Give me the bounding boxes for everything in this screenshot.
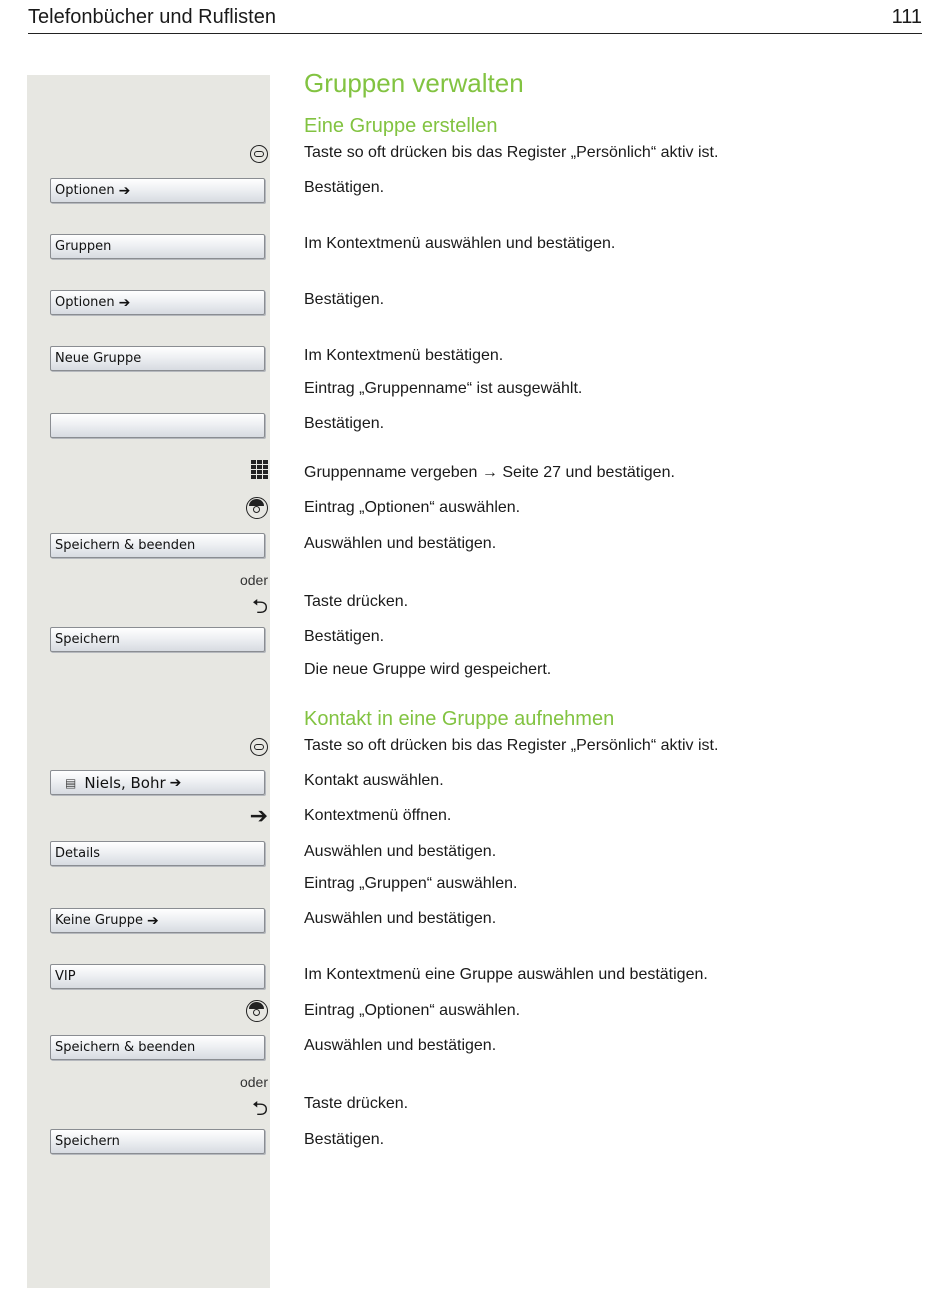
alternative-label: oder xyxy=(239,572,268,588)
button-label: Neue Gruppe xyxy=(55,351,142,366)
step-text: Auswählen und bestätigen. xyxy=(304,1037,497,1054)
button-label: Speichern & beenden xyxy=(55,1040,196,1055)
button-label: Gruppen xyxy=(55,239,112,254)
contact-card-icon: ▤ xyxy=(65,775,77,790)
button-label: Speichern xyxy=(55,1134,120,1149)
save-button[interactable] xyxy=(50,627,265,652)
keypad-icon xyxy=(251,460,268,479)
nav-down-icon xyxy=(246,497,268,519)
step-text: Eintrag „Optionen“ auswählen. xyxy=(304,1002,521,1019)
header-title: Telefonbücher und Ruflisten xyxy=(28,6,276,28)
options-button[interactable] xyxy=(50,178,265,203)
right-arrow-icon: ➔ xyxy=(118,294,131,311)
nav-down-icon xyxy=(246,1000,268,1022)
step-text: Im Kontextmenü eine Gruppe auswählen und bestätigen. xyxy=(304,966,708,983)
save-button[interactable] xyxy=(50,1129,265,1154)
right-arrow-icon: ➔ xyxy=(147,912,159,929)
options-button[interactable] xyxy=(50,290,265,315)
button-label: Optionen xyxy=(55,183,115,198)
new-group-button[interactable] xyxy=(50,346,265,371)
step-text: Die neue Gruppe wird gespeichert. xyxy=(304,661,552,678)
step-text: Bestätigen. xyxy=(304,415,385,432)
button-label: Niels, Bohr xyxy=(84,773,166,792)
step-text: Im Kontextmenü auswählen und bestätigen. xyxy=(304,235,616,252)
step-text: Bestätigen. xyxy=(304,628,385,645)
right-arrow-icon: ➔ xyxy=(118,182,131,199)
button-label: Details xyxy=(55,846,101,861)
button-label: Optionen xyxy=(55,295,115,310)
button-label: Speichern & beenden xyxy=(55,538,196,553)
step-text: Auswählen und bestätigen. xyxy=(304,843,497,860)
button-label: Keine Gruppe xyxy=(55,913,144,928)
back-key-icon: ⮌ xyxy=(251,596,268,618)
header-divider xyxy=(28,33,922,34)
no-group-button[interactable] xyxy=(50,908,265,933)
groups-button[interactable] xyxy=(50,234,265,259)
step-text: Bestätigen. xyxy=(304,1131,385,1148)
step-text: Taste so oft drücken bis das Register „Persönlich“ aktiv ist. xyxy=(304,737,719,754)
button-label: VIP xyxy=(55,969,76,984)
step-text: Bestätigen. xyxy=(304,291,385,308)
step-text: Taste drücken. xyxy=(304,593,409,610)
section-title: Gruppen verwalten xyxy=(304,68,524,98)
step-text: Taste so oft drücken bis das Register „Persönlich“ aktiv ist. xyxy=(304,144,719,161)
step-text: Auswählen und bestätigen. xyxy=(304,535,497,552)
step-text: Kontakt auswählen. xyxy=(304,772,444,789)
alternative-label: oder xyxy=(239,1074,268,1090)
step-text: Eintrag „Optionen“ auswählen. xyxy=(304,499,521,516)
empty-button[interactable] xyxy=(50,413,265,438)
subsection-title-add: Kontakt in eine Gruppe aufnehmen xyxy=(304,708,615,730)
step-text: Eintrag „Gruppen“ auswählen. xyxy=(304,875,518,892)
back-key-icon: ⮌ xyxy=(251,1098,268,1120)
contact-button[interactable] xyxy=(50,770,265,795)
phonebook-key-icon xyxy=(250,738,268,756)
right-arrow-icon: ➔ xyxy=(169,774,182,791)
step-text: Kontextmenü öffnen. xyxy=(304,807,452,824)
right-arrow-icon: ➔ xyxy=(249,803,268,828)
step-text: Auswählen und bestätigen. xyxy=(304,910,497,927)
page-number: 111 xyxy=(891,6,922,28)
save-and-exit-button[interactable] xyxy=(50,533,265,558)
button-label: Speichern xyxy=(55,632,120,647)
phonebook-key-icon xyxy=(250,145,268,163)
save-and-exit-button[interactable] xyxy=(50,1035,265,1060)
step-text: Eintrag „Gruppenname“ ist ausgewählt. xyxy=(304,380,583,397)
step-text: Im Kontextmenü bestätigen. xyxy=(304,347,504,364)
step-text: Gruppenname vergeben → Seite 27 und bestätigen. xyxy=(304,464,675,481)
vip-button[interactable] xyxy=(50,964,265,989)
step-text: Taste drücken. xyxy=(304,1095,409,1112)
details-button[interactable] xyxy=(50,841,265,866)
subsection-title-create: Eine Gruppe erstellen xyxy=(304,115,498,137)
step-text: Bestätigen. xyxy=(304,179,385,196)
